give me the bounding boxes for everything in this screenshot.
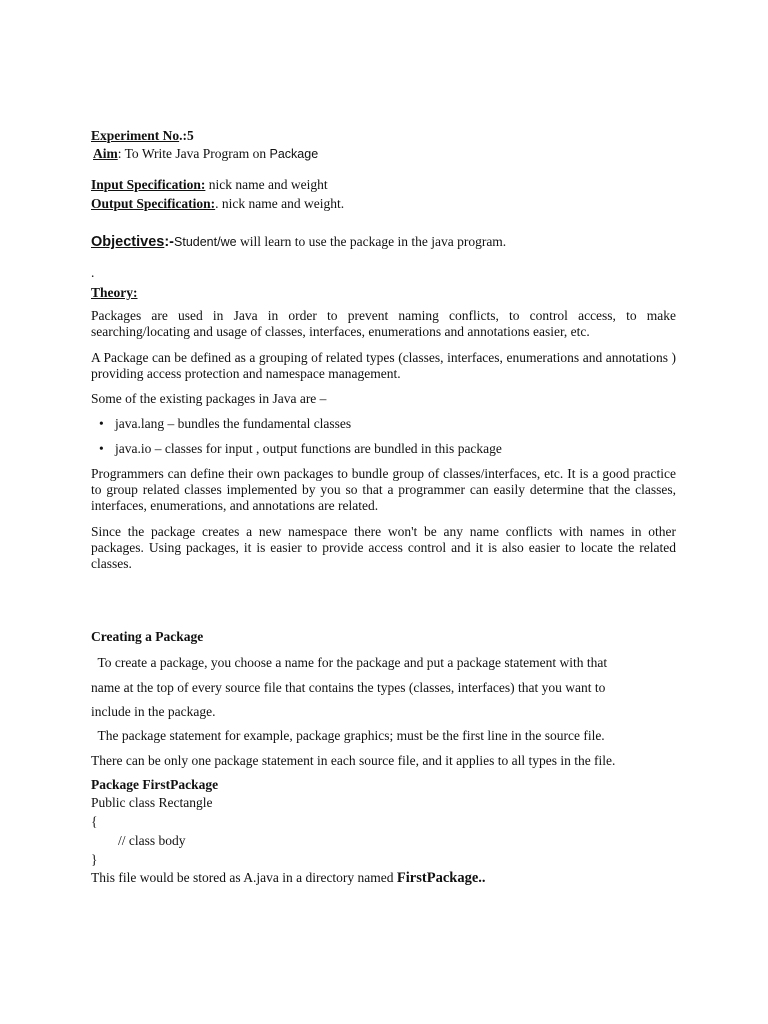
creating-line-4: The package statement for example, package graphics; must be the first line in the source file. (91, 728, 605, 743)
footer-line (91, 870, 486, 887)
experiment-number: .:5 (179, 128, 194, 143)
aim-topic: Package (269, 147, 319, 161)
bullet-item-java-io: • java.io – classes for input , output functions are bundled in this package (115, 441, 502, 457)
creating-line-5: There can be only one package statement in each source file, and it applies to all types in the file. (91, 753, 616, 768)
theory-paragraph-4: Programmers can define their own packages to bundle group of classes/interfaces, etc. It is a good practice to group related classes implemented by you so that a programmer can easily determine that the classes, interfaces, enumerations, and annotations are related. (91, 466, 676, 513)
objectives-label: Objectives (91, 234, 165, 250)
output-spec-text: . nick name and weight. (215, 196, 345, 211)
code-line-4: } (91, 852, 98, 867)
creating-line-2: name at the top of every source file that contains the types (classes, interfaces) that you want to (91, 680, 606, 695)
creating-line-3: include in the package. (91, 704, 216, 719)
output-spec-label: Output Specification: (91, 196, 216, 211)
experiment-line (91, 128, 194, 144)
objectives-text: will learn to use the package in the java program. (240, 234, 507, 249)
input-spec-label: Input Specification: (91, 177, 206, 192)
theory-heading: Theory: (91, 285, 138, 300)
footer-text: This file would be stored as A.java in a directory named (91, 870, 397, 885)
code-heading: Package FirstPackage (91, 777, 219, 792)
code-line-3: // class body (91, 833, 186, 848)
theory-paragraph-5: Since the package creates a new namespace there won't be any name conflicts with names in other packages. Using packages, it is easier to provide access control and it is also easier to locate the related classes. (91, 524, 676, 571)
aim-line (93, 146, 318, 162)
output-spec-line (91, 196, 344, 212)
creating-line-1: To create a package, you choose a name for the package and put a package statement with that (91, 655, 608, 670)
aim-label: Aim (93, 146, 118, 161)
code-line-2: { (91, 814, 98, 829)
footer-dir-name: FirstPackage.. (396, 870, 486, 886)
input-spec-text: nick name and weight (205, 177, 328, 192)
aim-text: : To Write Java Program on (117, 146, 270, 161)
objectives-lead: Student/we (174, 235, 241, 249)
stray-dot: . (91, 265, 95, 280)
creating-package-heading: Creating a Package (91, 629, 204, 644)
input-spec-line (91, 177, 328, 193)
objectives-line (91, 234, 506, 250)
code-line-1: Public class Rectangle (91, 795, 213, 810)
theory-paragraph-3: Some of the existing packages in Java are – (91, 391, 327, 406)
theory-paragraph-1: Packages are used in Java in order to prevent naming conflicts, to control access, to make searching/locating and usage of classes, interfaces, enumerations and annotations easier, etc. (91, 308, 676, 339)
experiment-label: Experiment No (91, 128, 180, 143)
objectives-sep: :- (164, 234, 175, 250)
bullet-item-java-lang: • java.lang – bundles the fundamental classes (115, 416, 351, 432)
theory-paragraph-2: A Package can be defined as a grouping of related types (classes, interfaces, enumerations and annotations ) providing access protection and namespace management. (91, 350, 676, 381)
